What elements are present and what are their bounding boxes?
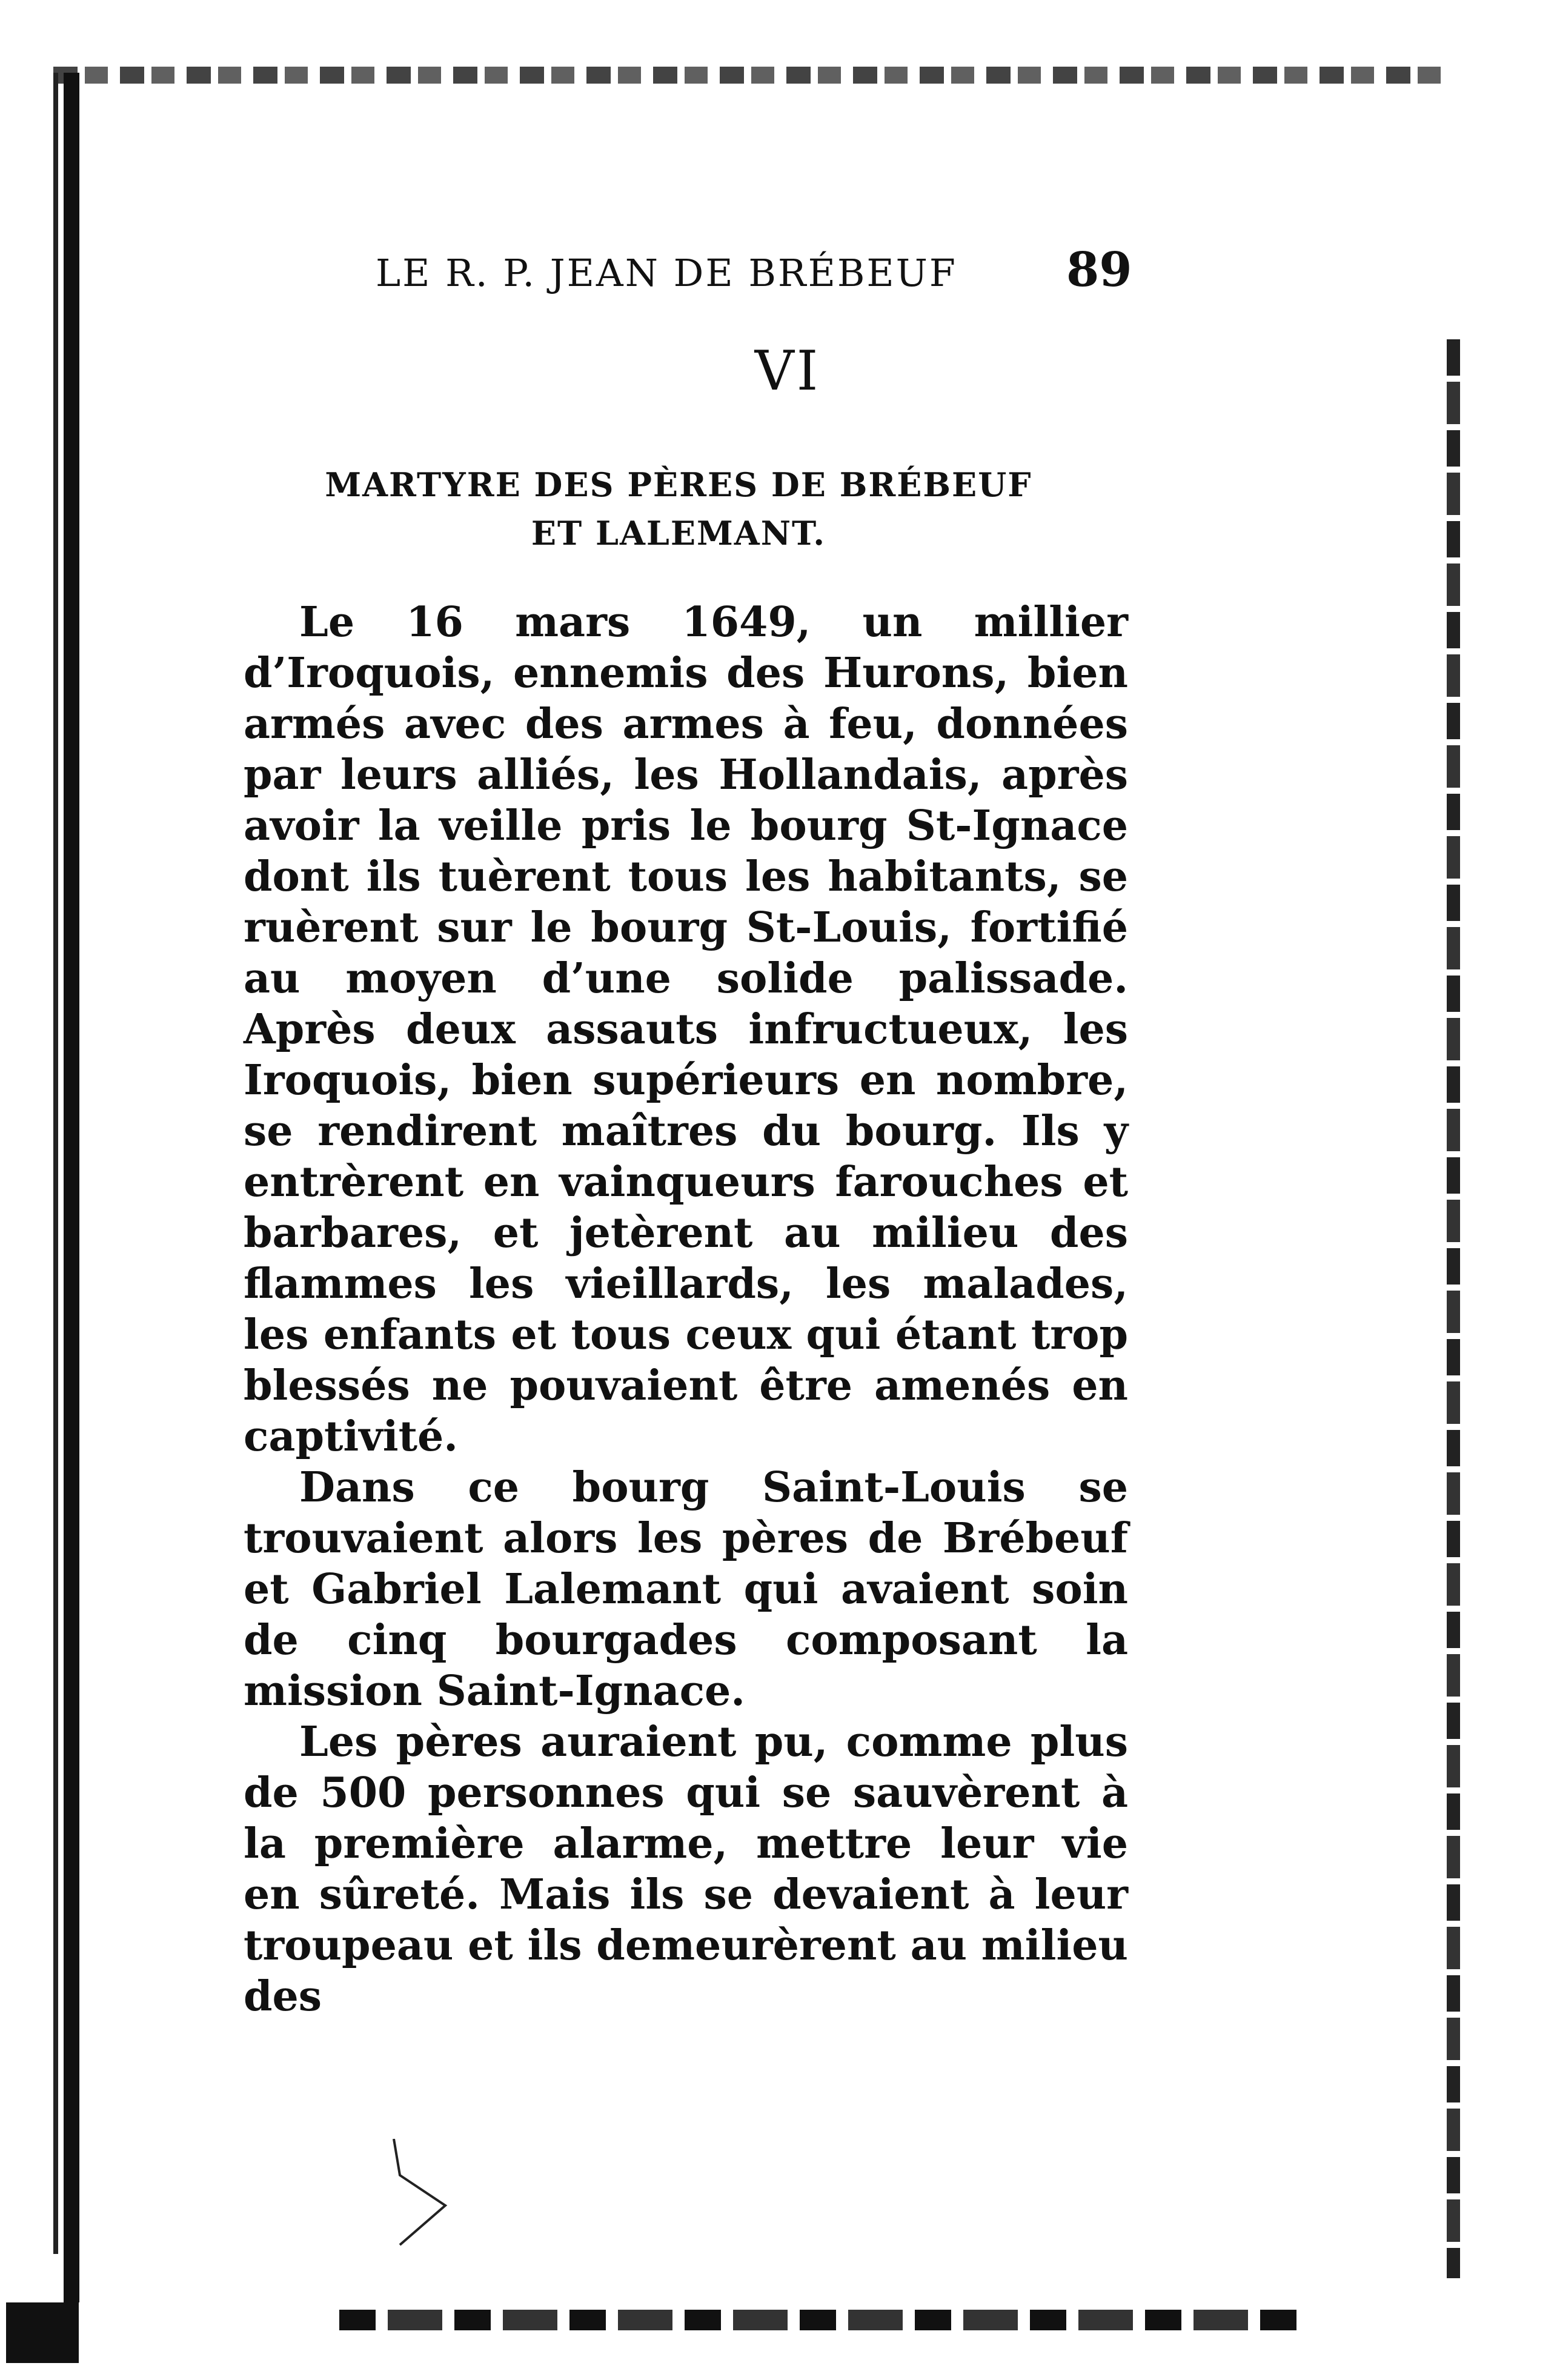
- chapter-title: [291, 460, 1066, 557]
- chapter-number: VI: [754, 339, 821, 403]
- scan-top-edge: [53, 67, 1447, 84]
- scan-right-edge: [1447, 339, 1460, 2278]
- body-text: [244, 597, 1128, 2022]
- scan-left-edge: [64, 73, 79, 2302]
- paragraph: Les pères auraient pu, comme plus de 500 personnes qui se sauvèrent à la première alarme, mettre leur vie en sûreté. Mais ils se devaient à leur troupeau et ils demeurèrent au milieu des: [244, 1718, 1128, 2021]
- running-head-title: LE R. P. JEAN DE BRÉBEUF: [376, 251, 957, 295]
- pencil-mark: [388, 2139, 460, 2248]
- page-number: 89: [1066, 242, 1132, 298]
- paragraph: Dans ce bourg Saint-Louis se trouvaient alors les pères de Brébeuf et Gabriel Lalemant qui avaient soin de cinq bourgades composant la mission Saint-Ignace.: [244, 1463, 1128, 1715]
- scan-corner-mark: [6, 2302, 79, 2363]
- running-head: [0, 242, 1557, 303]
- scan-bottom-edge: [339, 2310, 1309, 2330]
- paragraph: Le 16 mars 1649, un millier d’Iroquois, ennemis des Hurons, bien armés avec des armes à feu, données par leurs alliés, les Hollandais, après avoir la veille pris le bourg St-Ignace dont ils tuèrent tous les habitants, se ruèrent sur le bourg St-Louis, fortifié au moyen d’une solide palissade. Après deux assauts infructueux, les Iroquois, bien supérieurs en nombre, se rendirent maîtres du bourg. Ils y entrèrent en vainqueurs farouches et barbares, et jetèrent au milieu des flammes les vieillards, les malades, les enfants et tous ceux qui étant trop blessés ne pouvaient être amenés en captivité.: [244, 598, 1128, 1461]
- chapter-title-line-2: ET LALEMANT.: [531, 514, 826, 553]
- chapter-title-line-1: MARTYRE DES PÈRES DE BRÉBEUF: [325, 465, 1032, 504]
